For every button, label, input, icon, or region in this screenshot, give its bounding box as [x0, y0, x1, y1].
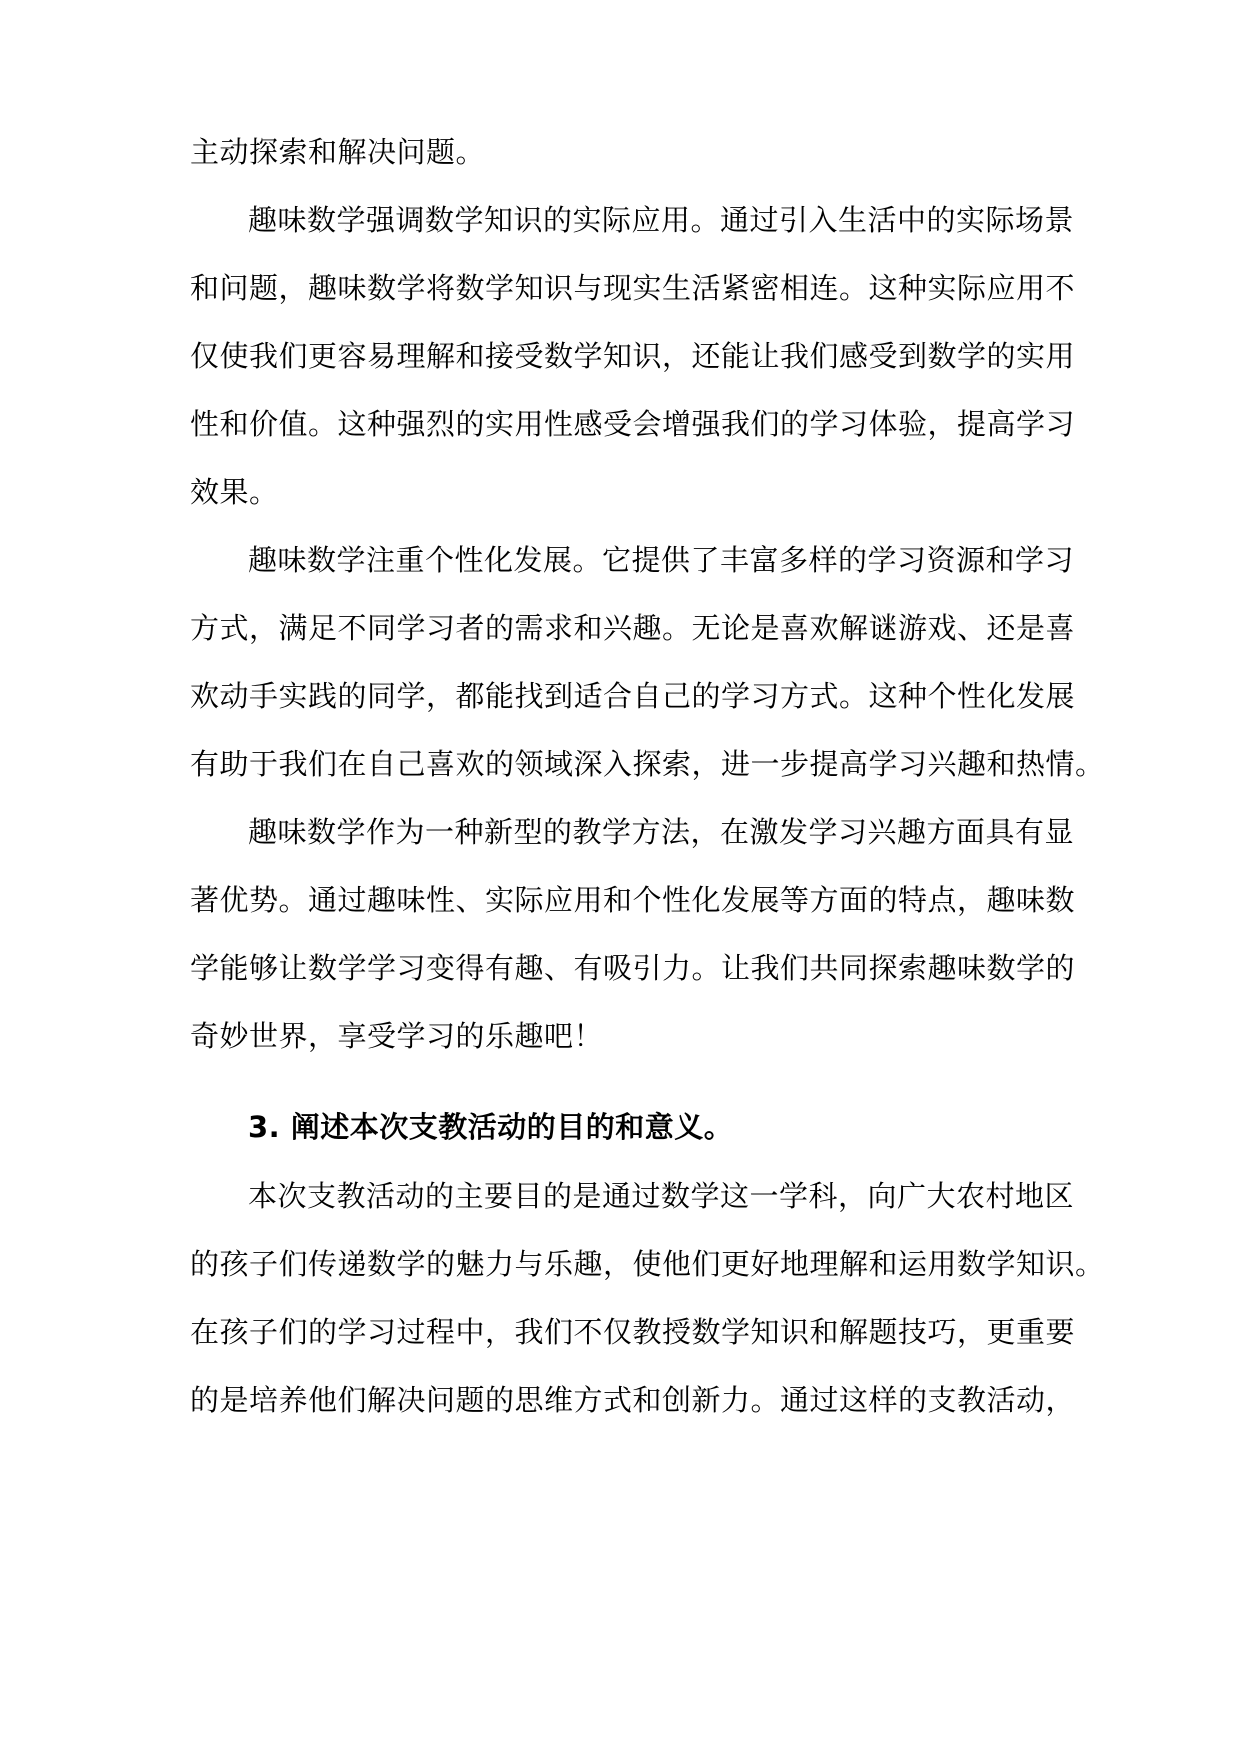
text-line: 奇妙世界，享受学习的乐趣吧！	[190, 1019, 604, 1053]
text-line: 效果。	[190, 475, 279, 509]
text-line: 性和价值。这种强烈的实用性感受会增强我们的学习体验，提高学习	[190, 407, 1076, 441]
text-line: 的是培养他们解决问题的思维方式和创新力。通过这样的支教活动，	[190, 1383, 1076, 1417]
section-heading: 3. 阐述本次支教活动的目的和意义。	[248, 1110, 734, 1144]
text-line: 的孩子们传递数学的魅力与乐趣，使他们更好地理解和运用数学知识。	[190, 1247, 1105, 1281]
text-line: 趣味数学强调数学知识的实际应用。通过引入生活中的实际场景	[248, 203, 1075, 237]
text-line: 趣味数学注重个性化发展。它提供了丰富多样的学习资源和学习	[248, 543, 1075, 577]
text-line: 主动探索和解决问题。	[190, 135, 486, 169]
text-line: 仅使我们更容易理解和接受数学知识，还能让我们感受到数学的实用	[190, 339, 1076, 373]
text-line: 著优势。通过趣味性、实际应用和个性化发展等方面的特点，趣味数	[190, 883, 1076, 917]
text-line: 和问题，趣味数学将数学知识与现实生活紧密相连。这种实际应用不	[190, 271, 1076, 305]
text-line: 有助于我们在自己喜欢的领域深入探索，进一步提高学习兴趣和热情。	[190, 747, 1105, 781]
text-line: 学能够让数学学习变得有趣、有吸引力。让我们共同探索趣味数学的	[190, 951, 1076, 985]
text-line: 在孩子们的学习过程中，我们不仅教授数学知识和解题技巧，更重要	[190, 1315, 1076, 1349]
text-line: 方式，满足不同学习者的需求和兴趣。无论是喜欢解谜游戏、还是喜	[190, 611, 1076, 645]
text-line: 欢动手实践的同学，都能找到适合自己的学习方式。这种个性化发展	[190, 679, 1076, 713]
text-line: 趣味数学作为一种新型的教学方法，在激发学习兴趣方面具有显	[248, 815, 1075, 849]
text-line: 本次支教活动的主要目的是通过数学这一学科，向广大农村地区	[248, 1179, 1075, 1213]
